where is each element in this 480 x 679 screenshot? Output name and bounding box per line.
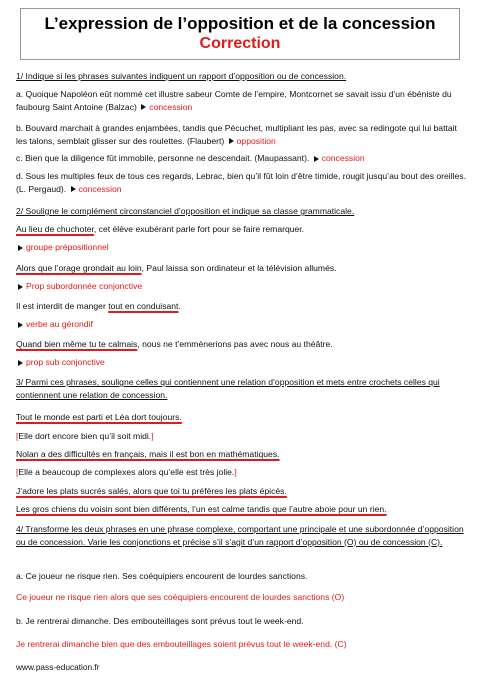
page-subtitle: Correction: [199, 35, 281, 52]
q3-instruction: 3/ Parmi ces phrases, souligne celles qui contiennent une relation d’opposition et mets entre crochets celles qui contiennent une relation de concession.: [16, 377, 440, 400]
arrow-icon: [18, 322, 23, 328]
bracket-close: ]: [234, 467, 237, 477]
arrow-icon: [141, 104, 146, 110]
q1-a-answer: concession: [149, 101, 193, 112]
q2-answer-1: [16, 241, 466, 254]
q1-item-b: [16, 122, 466, 147]
q3-sentence-3: [16, 448, 466, 461]
q2-sentence-3: [16, 300, 466, 313]
arrow-icon: [314, 156, 319, 162]
q2-s4-underlined: Quand bien même tu te calmais: [16, 339, 138, 349]
q1-c-answer: concession: [321, 153, 365, 163]
bracket-open: [: [16, 431, 19, 441]
q4-b-answer: Je rentrerai dimanche bien que des embouteillages soient prévus tout le week-end. (C): [16, 639, 347, 649]
q4-item-a: a. Ce joueur ne risque rien. Ses coéquipiers encourent de lourdes sanctions.: [16, 571, 308, 581]
q3-sentence-4: [16, 466, 466, 479]
q3-sentence-2: [16, 430, 466, 443]
q1-b-answer: opposition: [236, 135, 276, 146]
q1-item-a: [16, 88, 466, 113]
q3-s4: Elle a beaucoup de complexes alors qu’elle est très jolie.: [18, 467, 235, 477]
q2-s2-answer: Prop subordonnée conjonctive: [26, 281, 143, 291]
title-box: [20, 8, 460, 60]
q1-b-text: b. Bouvard marchait à grandes enjambées, tandis que Pécuchet, multipliant les pas, avec sa redingote qui lui battait les talons, semblait glisser sur des roulettes. (Flaubert): [16, 123, 457, 146]
q1-d-answer: concession: [78, 183, 122, 194]
q4-a-answer: Ce joueur ne risque rien alors que ses coéquipiers encourent de lourdes sanctions (O): [16, 592, 345, 602]
q3-s3: Nolan a des difficultés en français, mais il est bon en mathématiques.: [16, 449, 280, 459]
arrow-icon: [18, 245, 23, 251]
q3-s1: Tout le monde est parti et Léa dort toujours.: [16, 412, 182, 422]
q1-item-c: [16, 152, 466, 165]
footer-site: www.pass-education.fr: [16, 662, 100, 672]
q2-s4-rest: , nous ne t’emmènerions pas avec nous au théâtre.: [137, 339, 333, 349]
page-title: L’expression de l’opposition et de la concession: [44, 14, 436, 33]
bracket-close: ]: [151, 431, 154, 441]
q2-s2-underlined: Alors que l’orage grondait au loin: [16, 263, 142, 273]
q1-a-text: a. Quoique Napoléon eût nommé cet illustre sabeur Comte de l’empire, Montcornet se savait issu d’un ébéniste du faubourg Saint Antoine (Balzac): [16, 89, 452, 112]
q1-d-text: d. Sous les multiples feux de tous ces regards, Lebrac, bien qu’il fût loin d’être timide, rougit jusqu’au bout des oreilles. (L. Pergaud).: [16, 171, 466, 194]
q1-item-d: [16, 170, 466, 195]
q2-sentence-2: [16, 262, 466, 275]
q3-sentence-1: [16, 411, 466, 424]
q2-instruction: 2/ Souligne le complément circonstanciel d’opposition et indique sa classe grammaticale.: [16, 206, 355, 216]
arrow-icon: [18, 360, 23, 366]
q3-sentence-5: [16, 485, 466, 498]
q2-s3-post: .: [178, 301, 181, 311]
q3-s5: J’adore les plats sucrés salés, alors que toi tu préfères les plats épicés.: [16, 486, 287, 496]
arrow-icon: [18, 284, 23, 290]
q3-sentence-6: [16, 503, 466, 516]
q2-answer-2: [16, 280, 466, 293]
q2-s2-rest: , Paul laissa son ordinateur et la télévision allumés.: [141, 263, 337, 273]
q2-s1-underlined: Au lieu de chuchoter: [16, 224, 94, 234]
q2-sentence-1: [16, 223, 466, 236]
q2-answer-4: [16, 356, 466, 369]
q1-c-text: c. Bien que la diligence fût immobile, personne ne descendait. (Maupassant).: [16, 153, 310, 163]
q2-answer-3: [16, 318, 466, 331]
q2-s3-underlined: tout en conduisant: [108, 301, 179, 311]
q2-s4-answer: prop sub conjonctive: [26, 357, 105, 367]
q3-s2: Elle dort encore bien qu’il soit midi.: [18, 431, 152, 441]
q4-item-b: b. Je rentrerai dimanche. Des embouteillages sont prévus tout le week-end.: [16, 616, 304, 626]
q4-instruction: 4/ Transforme les deux phrases en une phrase complexe, comportant une principale et une subordonnée d’opposition ou de concession. Varie les conjonctions et précise s’il s’agit d’un rapport d’opposition (O) ou de concession (C).: [16, 524, 464, 547]
q2-s1-rest: , cet élève exubérant parle fort pour se faire remarquer.: [93, 224, 305, 234]
q2-s3-answer: verbe au gérondif: [26, 319, 93, 329]
q2-s1-answer: groupe prépositionnel: [26, 242, 109, 252]
arrow-icon: [229, 138, 234, 144]
q2-s3-pre: Il est interdit de manger: [16, 301, 109, 311]
arrow-icon: [71, 186, 76, 192]
q1-instruction: 1/ Indique si les phrases suivantes indiquent un rapport d’opposition ou de concession.: [16, 71, 347, 81]
q3-s6: Les gros chiens du voisin sont bien différents, l’un est calme tandis que l’autre aboie pour un rien.: [16, 504, 387, 514]
q2-sentence-4: [16, 338, 466, 351]
bracket-open: [: [16, 467, 19, 477]
